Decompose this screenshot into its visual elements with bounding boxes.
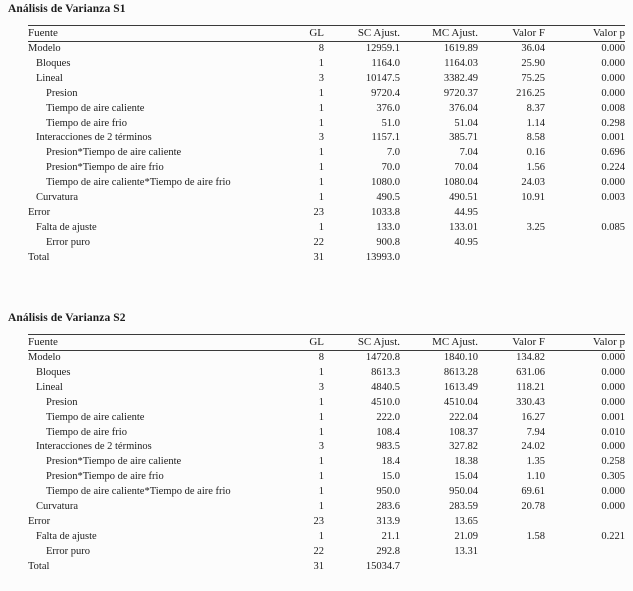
table-row: [28, 251, 625, 266]
cell-fuente: Presion*Tiempo de aire frio: [46, 471, 164, 483]
cell-valor-p: 0.000: [601, 43, 625, 54]
cell-fuente: Error: [28, 515, 51, 527]
anova-title-s2: Análisis de Varianza S2: [8, 312, 126, 324]
cell-gl: 1: [318, 177, 324, 189]
cell-gl: 1: [318, 366, 324, 378]
column-header-gl: GL: [295, 26, 324, 42]
table-row: [28, 57, 625, 72]
cell-valor-f: 36.04: [521, 43, 545, 54]
cell-gl: 22: [313, 236, 324, 248]
table-body-s2: [28, 351, 625, 575]
cell-valor-f: 8.58: [526, 132, 545, 144]
table-row: [28, 191, 625, 206]
table-header: [28, 26, 625, 42]
column-header-gl: GL: [295, 335, 324, 351]
cell-mc-ajust: 18.38: [454, 456, 478, 468]
cell-gl: 1: [318, 456, 324, 468]
cell-valor-p: 0.000: [601, 177, 625, 189]
cell-gl: 23: [313, 206, 324, 218]
cell-mc-ajust: 40.95: [454, 236, 478, 248]
cell-fuente: Interacciones de 2 términos: [36, 132, 152, 144]
cell-valor-f: 7.94: [526, 426, 545, 438]
table-row: [28, 545, 625, 560]
cell-gl: 1: [318, 57, 324, 69]
cell-sc-ajust: 15034.7: [365, 560, 400, 572]
cell-mc-ajust: 8613.28: [443, 366, 478, 378]
cell-mc-ajust: 283.59: [449, 501, 478, 513]
cell-fuente: Falta de ajuste: [36, 221, 97, 233]
cell-gl: 23: [313, 515, 324, 527]
cell-gl: 31: [313, 251, 324, 263]
cell-valor-f: 20.78: [521, 501, 545, 513]
table-row: [28, 500, 625, 515]
table-row: [28, 221, 625, 236]
cell-gl: 31: [313, 560, 324, 572]
cell-valor-p: 0.696: [601, 147, 625, 159]
cell-sc-ajust: 108.4: [376, 426, 400, 438]
header-row: [28, 26, 625, 42]
cell-valor-f: 69.61: [521, 486, 545, 498]
cell-valor-p: 0.008: [601, 102, 625, 114]
cell-fuente: Presion*Tiempo de aire caliente: [46, 456, 182, 468]
anova-table-block-s2: [0, 311, 633, 575]
cell-valor-f: 8.37: [526, 102, 545, 114]
cell-mc-ajust: 9720.37: [443, 87, 478, 99]
cell-fuente: Lineal: [36, 381, 63, 393]
table-header: [28, 335, 625, 351]
table-row: [28, 515, 625, 530]
cell-sc-ajust: 900.8: [376, 236, 400, 248]
cell-fuente: Tiempo de aire frio: [46, 117, 127, 129]
cell-mc-ajust: 327.82: [449, 441, 478, 453]
cell-sc-ajust: 51.0: [381, 117, 400, 129]
cell-valor-f: 25.90: [521, 57, 545, 69]
cell-sc-ajust: 15.0: [381, 471, 400, 483]
cell-valor-f: 134.82: [516, 352, 545, 363]
cell-mc-ajust: 13.31: [454, 545, 478, 557]
anova-table-s1: [28, 25, 625, 266]
cell-sc-ajust: 4510.0: [371, 396, 400, 408]
cell-mc-ajust: 15.04: [454, 471, 478, 483]
cell-valor-f: [478, 560, 545, 575]
cell-fuente: Error puro: [46, 236, 91, 248]
cell-gl: 1: [318, 117, 324, 129]
cell-fuente: Modelo: [28, 43, 61, 54]
table-row: [28, 236, 625, 251]
cell-mc-ajust: 222.04: [449, 411, 478, 423]
cell-valor-f: 10.91: [521, 192, 545, 204]
cell-valor-f: 3.25: [526, 221, 545, 233]
cell-valor-f: [478, 206, 545, 221]
cell-valor-f: 216.25: [516, 87, 545, 99]
cell-fuente: Tiempo de aire frio: [46, 426, 127, 438]
cell-valor-f: 24.02: [521, 441, 545, 453]
cell-valor-p: 0.000: [601, 396, 625, 408]
cell-gl: 8: [318, 352, 324, 363]
table-row: [28, 87, 625, 102]
cell-fuente: Bloques: [36, 57, 71, 69]
cell-mc-ajust: 1164.03: [444, 57, 478, 69]
anova-table-s2: [28, 334, 625, 575]
cell-sc-ajust: 14720.8: [365, 352, 400, 363]
cell-valor-p: 0.085: [601, 221, 625, 233]
cell-valor-p: [545, 545, 625, 560]
cell-valor-p: 0.000: [601, 72, 625, 84]
cell-fuente: Tiempo de aire caliente: [46, 411, 145, 423]
cell-sc-ajust: 9720.4: [371, 87, 400, 99]
cell-fuente: Tiempo de aire caliente: [46, 102, 145, 114]
column-header-valor-f: Valor F: [478, 26, 545, 42]
cell-valor-f: 75.25: [521, 72, 545, 84]
cell-fuente: Presion*Tiempo de aire caliente: [46, 147, 182, 159]
table-row: [28, 351, 625, 366]
cell-sc-ajust: 21.1: [381, 530, 400, 542]
cell-gl: 1: [318, 396, 324, 408]
cell-mc-ajust: 490.51: [449, 192, 478, 204]
cell-sc-ajust: 1080.0: [371, 177, 400, 189]
cell-valor-f: 24.03: [521, 177, 545, 189]
cell-mc-ajust: 51.04: [454, 117, 478, 129]
cell-mc-ajust: 385.71: [449, 132, 478, 144]
cell-sc-ajust: 7.0: [386, 147, 400, 159]
cell-valor-f: 1.56: [526, 162, 545, 174]
table-row: [28, 440, 625, 455]
cell-fuente: Modelo: [28, 352, 61, 363]
cell-valor-p: 0.305: [601, 471, 625, 483]
table-row: [28, 485, 625, 500]
cell-sc-ajust: 133.0: [376, 221, 400, 233]
cell-sc-ajust: 10147.5: [365, 72, 400, 84]
cell-mc-ajust: 4510.04: [443, 396, 478, 408]
cell-valor-p: 0.000: [601, 57, 625, 69]
cell-gl: 1: [318, 426, 324, 438]
cell-valor-p: [545, 560, 625, 575]
cell-gl: 1: [318, 192, 324, 204]
cell-gl: 1: [318, 471, 324, 483]
cell-sc-ajust: 222.0: [376, 411, 400, 423]
cell-sc-ajust: 1157.1: [371, 132, 400, 144]
cell-fuente: Lineal: [36, 72, 63, 84]
cell-valor-f: [478, 515, 545, 530]
cell-mc-ajust: 44.95: [454, 206, 478, 218]
table-row: [28, 560, 625, 575]
cell-sc-ajust: 950.0: [376, 486, 400, 498]
anova-table-block-s1: [0, 2, 633, 266]
table-row: [28, 426, 625, 441]
cell-valor-f: 1.10: [526, 471, 545, 483]
table-row: [28, 381, 625, 396]
column-header-valor-p: Valor p: [545, 335, 625, 351]
cell-sc-ajust: 4840.5: [371, 381, 400, 393]
cell-sc-ajust: 8613.3: [371, 366, 400, 378]
cell-valor-p: 0.010: [601, 426, 625, 438]
cell-fuente: Total: [28, 560, 50, 572]
cell-valor-p: 0.298: [601, 117, 625, 129]
cell-valor-p: 0.000: [601, 87, 625, 99]
cell-valor-p: 0.000: [601, 381, 625, 393]
cell-valor-p: [545, 236, 625, 251]
cell-valor-f: 16.27: [521, 411, 545, 423]
cell-gl: 1: [318, 87, 324, 99]
cell-valor-f: 330.43: [516, 396, 545, 408]
cell-mc-ajust: 7.04: [459, 147, 478, 159]
table-row: [28, 206, 625, 221]
cell-gl: 1: [318, 501, 324, 513]
table-row: [28, 146, 625, 161]
cell-mc-ajust: 13.65: [454, 515, 478, 527]
cell-mc-ajust: 376.04: [449, 102, 478, 114]
cell-valor-f: 1.14: [526, 117, 545, 129]
cell-mc-ajust: 133.01: [449, 221, 478, 233]
cell-mc-ajust: [400, 251, 478, 266]
cell-fuente: Curvatura: [36, 501, 78, 513]
table-row: [28, 470, 625, 485]
table-row: [28, 131, 625, 146]
cell-sc-ajust: 376.0: [376, 102, 400, 114]
column-header-fuente: Fuente: [28, 26, 295, 42]
cell-fuente: Falta de ajuste: [36, 530, 97, 542]
cell-fuente: Error: [28, 206, 51, 218]
column-header-sc-ajust: SC Ajust.: [324, 26, 400, 42]
column-header-mc-ajust: MC Ajust.: [400, 335, 478, 351]
column-header-valor-f: Valor F: [478, 335, 545, 351]
cell-valor-p: 0.000: [601, 352, 625, 363]
cell-gl: 1: [318, 162, 324, 174]
anova-title-s1: Análisis de Varianza S1: [8, 3, 126, 15]
cell-valor-p: 0.221: [601, 530, 625, 542]
cell-fuente: Total: [28, 251, 50, 263]
cell-sc-ajust: 70.0: [381, 162, 400, 174]
cell-fuente: Tiempo de aire caliente*Tiempo de aire frio: [46, 177, 231, 189]
cell-gl: 1: [318, 411, 324, 423]
cell-sc-ajust: 18.4: [381, 456, 400, 468]
cell-sc-ajust: 313.9: [376, 515, 400, 527]
cell-mc-ajust: [400, 560, 478, 575]
header-row: [28, 335, 625, 351]
cell-gl: 3: [318, 72, 324, 84]
cell-mc-ajust: 21.09: [454, 530, 478, 542]
cell-valor-f: 1.58: [526, 530, 545, 542]
cell-mc-ajust: 3382.49: [443, 72, 478, 84]
cell-gl: 1: [318, 221, 324, 233]
table-row: [28, 42, 625, 57]
cell-sc-ajust: 13993.0: [365, 251, 400, 263]
cell-sc-ajust: 983.5: [376, 441, 400, 453]
cell-valor-f: 631.06: [516, 366, 545, 378]
table-row: [28, 396, 625, 411]
table-row: [28, 117, 625, 132]
cell-fuente: Bloques: [36, 366, 71, 378]
cell-fuente: Presion: [46, 87, 78, 99]
column-header-sc-ajust: SC Ajust.: [324, 335, 400, 351]
cell-valor-p: 0.000: [601, 366, 625, 378]
cell-gl: 3: [318, 132, 324, 144]
cell-sc-ajust: 1033.8: [371, 206, 400, 218]
cell-valor-p: 0.001: [601, 411, 625, 423]
table-row: [28, 72, 625, 87]
cell-gl: 8: [318, 43, 324, 54]
cell-gl: 1: [318, 102, 324, 114]
cell-valor-p: 0.258: [601, 456, 625, 468]
cell-valor-p: 0.000: [601, 486, 625, 498]
cell-sc-ajust: 12959.1: [365, 43, 400, 54]
cell-sc-ajust: 490.5: [376, 192, 400, 204]
table-row: [28, 161, 625, 176]
cell-fuente: Presion*Tiempo de aire frio: [46, 162, 164, 174]
column-header-valor-p: Valor p: [545, 26, 625, 42]
cell-fuente: Tiempo de aire caliente*Tiempo de aire frio: [46, 486, 231, 498]
cell-gl: 22: [313, 545, 324, 557]
cell-gl: 1: [318, 486, 324, 498]
cell-mc-ajust: 108.37: [449, 426, 478, 438]
cell-valor-p: 0.003: [601, 192, 625, 204]
cell-valor-f: [478, 545, 545, 560]
cell-valor-f: 0.16: [526, 147, 545, 159]
cell-valor-f: [478, 251, 545, 266]
table-row: [28, 102, 625, 117]
column-header-mc-ajust: MC Ajust.: [400, 26, 478, 42]
column-header-fuente: Fuente: [28, 335, 295, 351]
cell-gl: 1: [318, 530, 324, 542]
cell-mc-ajust: 1080.04: [443, 177, 478, 189]
cell-mc-ajust: 1840.10: [443, 352, 478, 363]
cell-valor-p: 0.000: [601, 501, 625, 513]
table-row: [28, 176, 625, 191]
cell-sc-ajust: 292.8: [376, 545, 400, 557]
cell-valor-f: [478, 236, 545, 251]
cell-valor-p: 0.000: [601, 441, 625, 453]
cell-valor-p: 0.224: [601, 162, 625, 174]
cell-mc-ajust: 1619.89: [443, 43, 478, 54]
cell-sc-ajust: 283.6: [376, 501, 400, 513]
cell-valor-f: 1.35: [526, 456, 545, 468]
cell-mc-ajust: 70.04: [454, 162, 478, 174]
cell-gl: 3: [318, 381, 324, 393]
cell-valor-p: [545, 251, 625, 266]
table-row: [28, 455, 625, 470]
cell-gl: 3: [318, 441, 324, 453]
cell-valor-f: 118.21: [516, 381, 545, 393]
cell-mc-ajust: 950.04: [449, 486, 478, 498]
cell-valor-p: 0.001: [601, 132, 625, 144]
table-row: [28, 530, 625, 545]
table-row: [28, 411, 625, 426]
cell-fuente: Error puro: [46, 545, 91, 557]
cell-valor-p: [545, 515, 625, 530]
cell-sc-ajust: 1164.0: [371, 57, 400, 69]
cell-mc-ajust: 1613.49: [443, 381, 478, 393]
cell-fuente: Curvatura: [36, 192, 78, 204]
cell-fuente: Presion: [46, 396, 78, 408]
cell-valor-p: [545, 206, 625, 221]
cell-gl: 1: [318, 147, 324, 159]
table-row: [28, 366, 625, 381]
table-body-s1: [28, 42, 625, 266]
cell-fuente: Interacciones de 2 términos: [36, 441, 152, 453]
